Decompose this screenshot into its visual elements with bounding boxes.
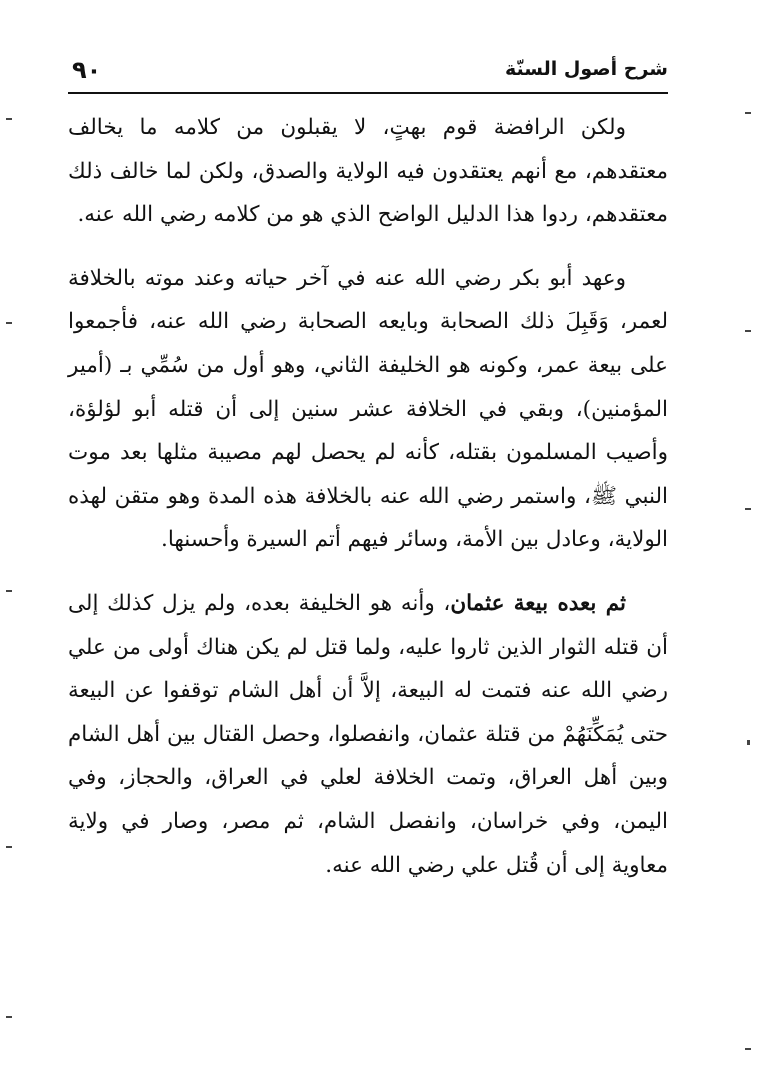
paragraph bbox=[68, 582, 668, 887]
paragraph-text: ، وأنه هو الخليفة بعده، ولم يزل كذلك إلى أن قتله الثوار الذين ثاروا عليه، ولما قتل لم يكن هناك أولى من علي رضي الله عنه فتمت له البيعة، إلاَّ أن أهل الشام توقفوا عن البيعة حتى يُمَكِّنَهُمْ من قتلة عثمان، وانفصلوا، وحصل القتال بين أهل الشام وبين أهل العراق، وتمت الخلافة لعلي في العراق، والحجاز، وفي اليمن، وفي خراسان، وانفصل الشام، ثم مصر، وصار في ولاية معاوية إلى أن قُتل علي رضي الله عنه. bbox=[68, 590, 668, 878]
paragraph-text: ولكن الرافضة قوم بهتٍ، لا يقبلون من كلامه ما يخالف معتقدهم، مع أنهم يعتقدون فيه الولاية والصدق، ولكن لما خالف ذلك معتقدهم، ردوا هذا الدليل الواضح الذي هو من كلامه رضي الله عنه. bbox=[68, 115, 668, 228]
paragraph-text: وعهد أبو بكر رضي الله عنه في آخر حياته وعند موته بالخلافة لعمر، وَقَبِلَ ذلك الصحابة وبايعه الصحابة رضي الله عنه، فأجمعوا على بيعة عمر، وكونه هو الخليفة الثاني، وهو أول من سُمِّي بـ (أمير المؤمنين)، وبقي في الخلافة عشر سنين إلى أن قتله أبو لؤلؤة، وأصيب المسلمون بقتله، كأنه لم يحصل لهم مصيبة مثلها بعد موت النبي ﷺ، واستمر رضي الله عنه بالخلافة هذه المدة وهو متقن لهذه الولاية، وعادل بين الأمة، وسائر فيهم أتم السيرة وأحسنها. bbox=[68, 265, 668, 553]
scan-mark bbox=[747, 740, 750, 745]
paragraph bbox=[68, 106, 668, 237]
scan-mark bbox=[745, 112, 751, 114]
scan-mark bbox=[745, 1048, 751, 1050]
page-header bbox=[68, 56, 668, 94]
scan-mark bbox=[6, 322, 12, 324]
scan-mark bbox=[6, 846, 12, 848]
paragraph-lead-bold: ثم بعده بيعة عثمان bbox=[450, 590, 626, 616]
paragraph bbox=[68, 257, 668, 562]
page-number: ٩٠ bbox=[72, 56, 102, 84]
running-title: شرح أصول السنّة bbox=[505, 58, 668, 80]
page-body bbox=[68, 106, 668, 887]
scan-mark bbox=[745, 330, 751, 332]
scan-mark bbox=[6, 118, 12, 120]
scan-mark bbox=[6, 1016, 12, 1018]
scan-mark bbox=[6, 590, 12, 592]
scan-mark bbox=[745, 508, 751, 510]
